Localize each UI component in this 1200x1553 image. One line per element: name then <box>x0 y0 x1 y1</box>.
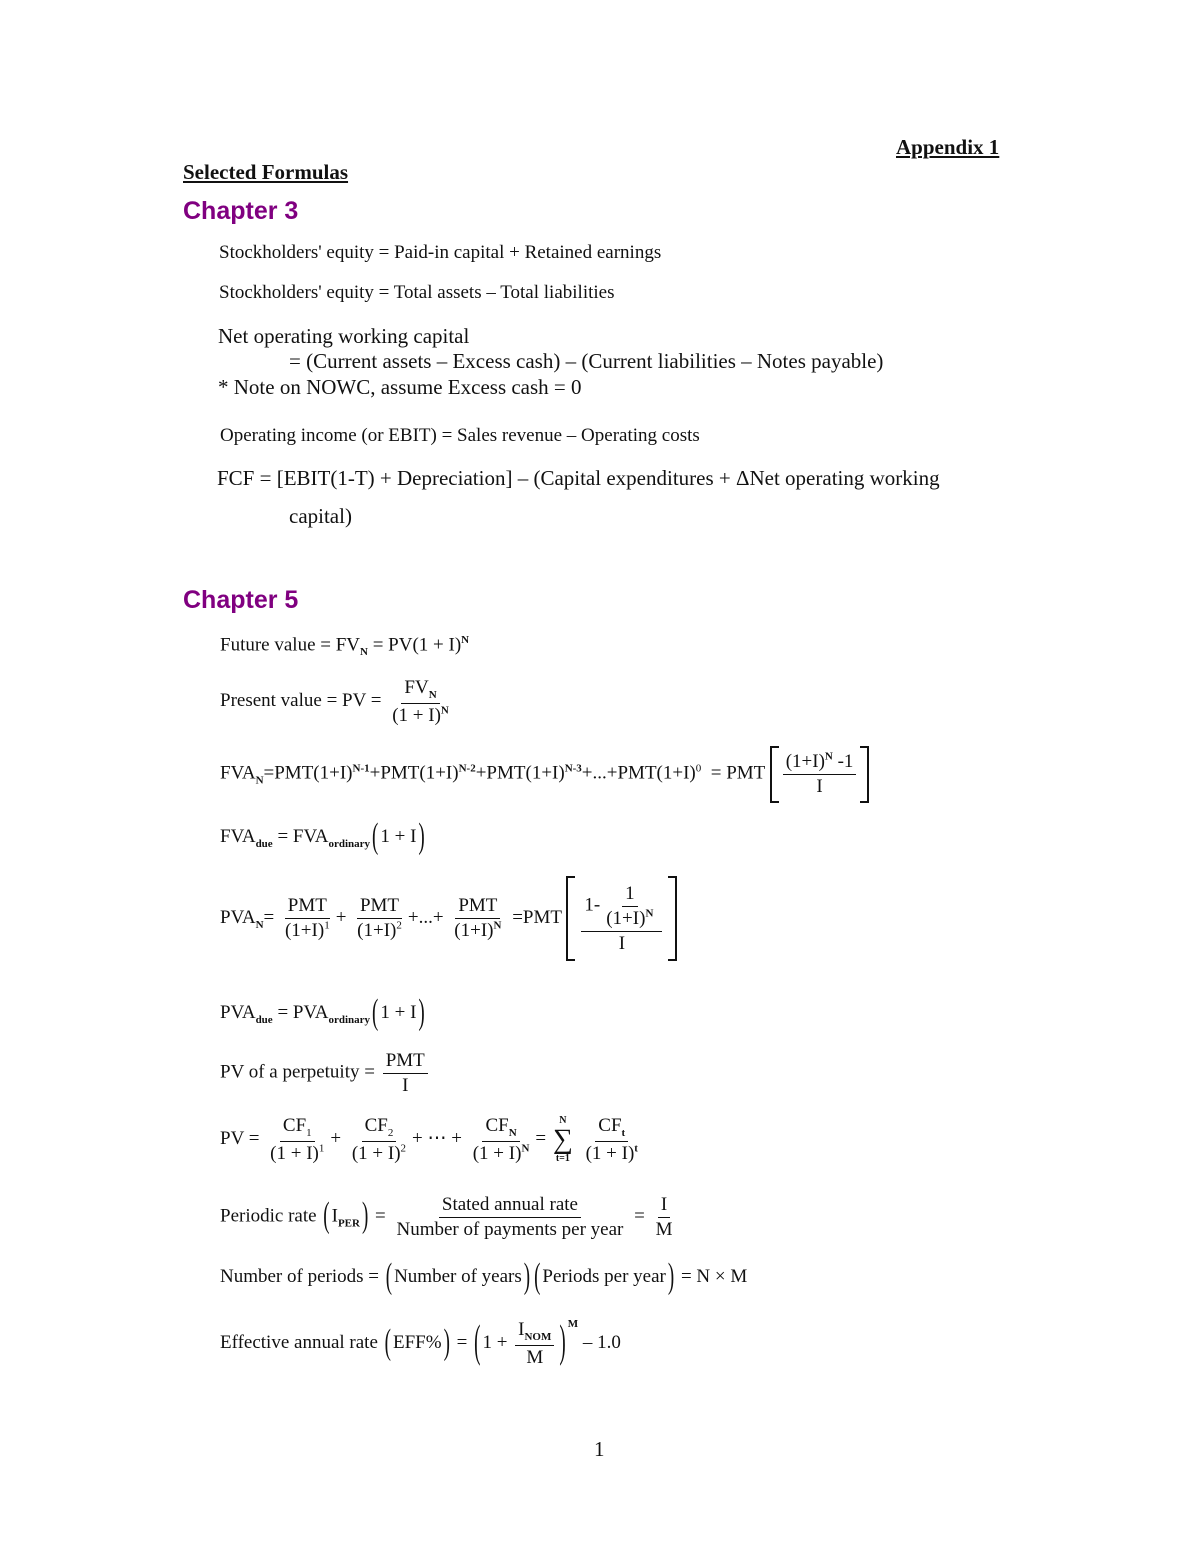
equity-formula-2: Stockholders' equity = Total assets – Total liabilities <box>219 282 615 303</box>
fva-due-formula: $FVA_{due} = FVA_{ordinary}$ ( 1 + I ) <box>220 816 425 857</box>
chapter-5-heading: Chapter 5 <box>183 586 299 614</box>
page-number: 1 <box>594 1437 605 1461</box>
fva-bracket: $\frac{(1+I)^N -1}{I}$ <box>770 746 870 803</box>
fva-formula: $FVA_N=PMT(1+I)^{N-1}+PMT(1+I)^{N-2}+PMT(1+I)^{N-3}+...+PMT(1+I)^0$ = PMT $\frac{(1+I)^N -1}{I}$ <box>220 746 869 803</box>
future-value-formula: Future value = $FV_N = PV(1 + I)^N$ <box>220 634 470 659</box>
pv-cash-flows-formula: PV = $\frac{CF_1}{(1 + I)^1}$ + $\frac{CF_2}{(1 + I)^2}$ + ⋯ + $\frac{CF_N}{(1 + I)^N}$ = N ∑ t=1 $\frac{CF_t}{(1 + I)^t}$ <box>220 1114 638 1164</box>
periodic-rate-formula: Periodic rate ( $I_{PER}$ ) = $\frac{\text{Stated annual rate}}{\text{Number of payments per year}}$ = $\frac{I}{M}$ <box>220 1194 673 1240</box>
pva-formula: $PVA_N=$ $\frac{\text{PMT}}{(1+I)^1}$ + $\frac{\text{PMT}}{(1+I)^2}$ +...+ $\frac{\text{PMT}}{(1+I)^N}$ =PMT 1- $\frac{1}{(1+I)^N}$ I <box>220 876 677 961</box>
nowc-formula: = (Current assets – Excess cash) – (Current liabilities – Notes payable) <box>289 349 884 373</box>
fv-label: Future value = FV <box>220 634 361 656</box>
chapter-3-heading: Chapter 3 <box>183 197 299 225</box>
pva-due-formula: $PVA_{due} = PVA_{ordinary}$ ( 1 + I ) <box>220 992 425 1033</box>
present-value-formula <box>220 676 455 727</box>
number-of-periods-formula: Number of periods = ( Number of years ) ( Periods per year ) = N × M <box>220 1256 748 1297</box>
equity-formula-1: Stockholders' equity = Paid-in capital + Retained earnings <box>219 242 662 263</box>
pv-label: Present value = PV = <box>220 690 382 711</box>
section-title: Selected Formulas <box>183 160 349 184</box>
summation-sign: N ∑ t=1 <box>552 1114 573 1164</box>
fv-rhs: = PV(1 + I) <box>367 634 462 656</box>
pv-fraction: $\frac{FV_N}{(1 + I)^N}$ <box>392 677 449 726</box>
fcf-formula-line2: capital) <box>289 504 352 528</box>
fcf-formula-line1: FCF = [EBIT(1-T) + Depreciation] – (Capital expenditures + ΔNet operating working <box>217 466 940 490</box>
nowc-title: Net operating working capital <box>218 324 470 348</box>
perpetuity-formula: PV of a perpetuity = $\frac{\text{PMT}}{I}$ <box>220 1049 431 1098</box>
ebit-formula: Operating income (or EBIT) = Sales revenue – Operating costs <box>220 425 700 446</box>
pva-bracket: 1- $\frac{1}{(1+I)^N}$ I <box>566 876 677 961</box>
effective-annual-rate-formula: Effective annual rate ( EFF% ) = ( 1 + $\frac{I_{NOM}}{M}$ ) $^M$ – 1.0 <box>220 1317 621 1368</box>
nowc-note: * Note on NOWC, assume Excess cash = 0 <box>218 375 582 399</box>
appendix-title: Appendix 1 <box>896 135 1000 159</box>
